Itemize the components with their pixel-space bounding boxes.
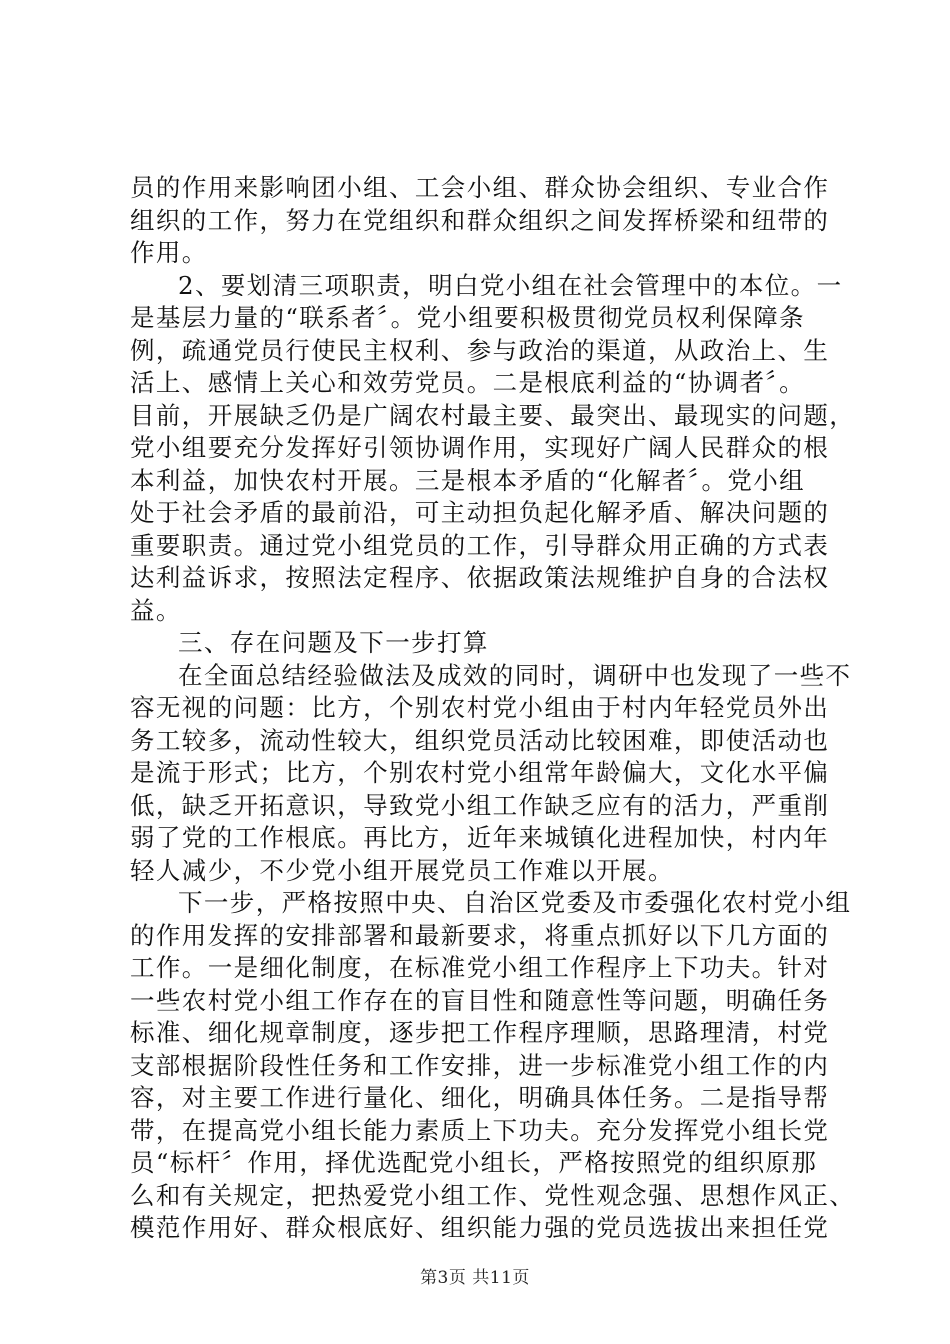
text-line: 是流于形式；比方，个别农村党小组常年龄偏大，文化水平偏 bbox=[130, 758, 830, 787]
text-line: 轻人减少，不少党小组开展党员工作难以开展。 bbox=[130, 855, 674, 885]
text-line: 容，对主要工作进行量化、细化，明确具体任务。二是指导帮 bbox=[130, 1083, 830, 1112]
text-line: 处于社会矛盾的最前沿，可主动担负起化解矛盾、解决问题的 bbox=[130, 498, 830, 527]
text-line: 目前，开展缺乏仍是广阔农村最主要、最突出、最现实的问题， bbox=[130, 400, 856, 430]
document-body bbox=[130, 172, 856, 1245]
text-line: 在全面总结经验做法及成效的同时，调研中也发现了一些不 bbox=[178, 660, 852, 690]
text-line: 弱了党的工作根底。再比方，近年来城镇化进程加快，村内年 bbox=[130, 823, 830, 852]
text-line: 本利益，加快农村开展。三是根本矛盾的“化解者〞。党小组 bbox=[130, 465, 806, 495]
text-line: 工作。一是细化制度，在标准党小组工作程序上下功夫。针对 bbox=[130, 953, 830, 982]
text-line: 下一步，严格按照中央、自治区党委及市委强化农村党小组 bbox=[178, 888, 852, 917]
text-line: 重要职责。通过党小组党员的工作，引导群众用正确的方式表 bbox=[130, 530, 830, 560]
text-line: 活上、感情上关心和效劳党员。二是根底利益的“协调者〞。 bbox=[130, 368, 806, 397]
text-line: 带，在提高党小组长能力素质上下功夫。充分发挥党小组长党 bbox=[130, 1115, 830, 1145]
text-line: 益。 bbox=[130, 595, 182, 625]
text-line: 组织的工作，努力在党组织和群众组织之间发挥桥梁和纽带的 bbox=[130, 205, 830, 235]
text-line: 2、要划清三项职责，明白党小组在社会管理中的本位。一 bbox=[178, 270, 843, 300]
text-line: 标准、细化规章制度，逐步把工作程序理顺，思路理清，村党 bbox=[130, 1018, 830, 1047]
text-line: 员的作用来影响团小组、工会小组、群众协会组织、专业合作 bbox=[130, 173, 830, 202]
text-line: 三、存在问题及下一步打算 bbox=[178, 628, 489, 657]
text-line: 模范作用好、群众根底好、组织能力强的党员选拔出来担任党 bbox=[130, 1213, 830, 1242]
text-line: 的作用发挥的安排部署和最新要求，将重点抓好以下几方面的 bbox=[130, 920, 830, 950]
text-line: 党小组要充分发挥好引领协调作用，实现好广阔人民群众的根 bbox=[130, 433, 830, 462]
text-line: 么和有关规定，把热爱党小组工作、党性观念强、思想作风正、 bbox=[130, 1180, 856, 1210]
text-line: 低，缺乏开拓意识，导致党小组工作缺乏应有的活力，严重削 bbox=[130, 790, 830, 820]
text-line: 是基层力量的“联系者〞。党小组要积极贯彻党员权利保障条 bbox=[130, 303, 806, 332]
text-line: 员“标杆〞作用，择优选配党小组长，严格按照党的组织原那 bbox=[130, 1148, 818, 1177]
text-line: 支部根据阶段性任务和工作安排，进一步标准党小组工作的内 bbox=[130, 1050, 830, 1080]
text-line: 例，疏通党员行使民主权利、参与政治的渠道，从政治上、生 bbox=[130, 335, 830, 365]
text-line: 容无视的问题：比方，个别农村党小组由于村内年轻党员外出 bbox=[130, 693, 830, 722]
text-line: 一些农村党小组工作存在的盲目性和随意性等问题，明确任务 bbox=[130, 985, 830, 1015]
text-line: 达利益诉求，按照法定程序、依据政策法规维护自身的合法权 bbox=[130, 563, 830, 592]
text-line: 作用。 bbox=[130, 238, 208, 267]
text-line: 务工较多，流动性较大，组织党员活动比较困难，即使活动也 bbox=[130, 725, 830, 755]
page-footer: 第3页 共11页 bbox=[420, 1268, 530, 1288]
